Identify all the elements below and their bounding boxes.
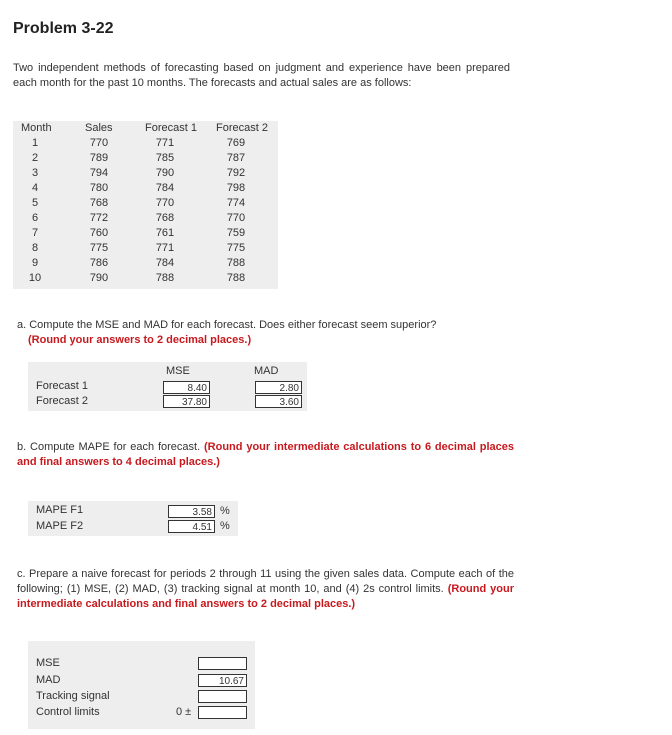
table-cell-forecast1: 788 — [155, 272, 175, 284]
col-header-forecast1: Forecast 1 — [145, 122, 197, 134]
table-cell-sales: 775 — [89, 242, 109, 254]
table-cell-month: 8 — [31, 242, 39, 254]
naive-mad-input[interactable]: 10.67 — [198, 674, 247, 687]
table-cell-sales: 760 — [89, 227, 109, 239]
mape-f2-unit: % — [220, 520, 230, 532]
table-cell-forecast2: 787 — [226, 152, 246, 164]
page-title: Problem 3-22 — [13, 20, 114, 37]
mape-f1-input[interactable]: 3.58 — [168, 505, 215, 518]
forecast1-mse-input[interactable]: 8.40 — [163, 381, 210, 394]
part-a-answer-table — [28, 362, 307, 411]
table-cell-sales: 789 — [89, 152, 109, 164]
table-cell-month: 9 — [31, 257, 39, 269]
table-cell-sales: 772 — [89, 212, 109, 224]
table-cell-forecast2: 759 — [226, 227, 246, 239]
tracking-signal-label: Tracking signal — [36, 690, 110, 702]
table-cell-month: 2 — [31, 152, 39, 164]
table-cell-forecast1: 771 — [155, 137, 175, 149]
part-c-instruction: (Round your intermediate calculations and final answers to 2 decimal places.) — [17, 583, 514, 610]
table-cell-forecast1: 785 — [155, 152, 175, 164]
col-header-forecast2: Forecast 2 — [216, 122, 268, 134]
forecast1-mad-input[interactable]: 2.80 — [255, 381, 302, 394]
table-cell-month: 7 — [31, 227, 39, 239]
table-cell-month: 4 — [31, 182, 39, 194]
table-cell-forecast2: 774 — [226, 197, 246, 209]
forecast2-mad-input[interactable]: 3.60 — [255, 395, 302, 408]
table-cell-month: 6 — [31, 212, 39, 224]
table-cell-forecast2: 770 — [226, 212, 246, 224]
table-cell-sales: 786 — [89, 257, 109, 269]
data-table — [13, 121, 278, 289]
col-header-sales: Sales — [85, 122, 113, 134]
part-c-answer-table — [28, 641, 255, 729]
table-cell-month: 1 — [31, 137, 39, 149]
col-header-mad: MAD — [254, 365, 279, 377]
forecast1-label: Forecast 1 — [36, 380, 88, 392]
col-header-mse: MSE — [166, 365, 190, 377]
table-cell-month: 10 — [28, 272, 42, 284]
forecast2-mse-input[interactable]: 37.80 — [163, 395, 210, 408]
table-cell-sales: 770 — [89, 137, 109, 149]
tracking-signal-input[interactable] — [198, 690, 247, 703]
part-b-answer-table — [28, 501, 238, 536]
table-cell-month: 5 — [31, 197, 39, 209]
part-c-question-text: c. Prepare a naive forecast for periods 2 through 11 using the given sales data. Compute each of the following; (1) MSE, (2) MAD, (3) tracking signal at month 10, and (4) 2s control limits. — [17, 568, 514, 595]
control-limits-input[interactable] — [198, 706, 247, 719]
col-header-month: Month — [21, 122, 52, 134]
control-limits-label: Control limits — [36, 706, 100, 718]
table-cell-forecast1: 761 — [155, 227, 175, 239]
table-cell-forecast2: 798 — [226, 182, 246, 194]
part-b-question-text: b. Compute MAPE for each forecast. — [17, 441, 201, 453]
table-cell-forecast1: 790 — [155, 167, 175, 179]
control-limits-prefix: 0 ± — [176, 706, 192, 718]
mape-f2-input[interactable]: 4.51 — [168, 520, 215, 533]
naive-mse-label: MSE — [36, 657, 60, 669]
table-cell-month: 3 — [31, 167, 39, 179]
part-c-question — [17, 567, 514, 612]
table-cell-sales: 768 — [89, 197, 109, 209]
table-cell-forecast1: 771 — [155, 242, 175, 254]
mape-f1-label: MAPE F1 — [36, 504, 84, 516]
forecast2-label: Forecast 2 — [36, 395, 88, 407]
part-b-question — [17, 440, 514, 470]
mape-f1-unit: % — [220, 505, 230, 517]
mape-f2-label: MAPE F2 — [36, 520, 84, 532]
naive-mse-input[interactable] — [198, 657, 247, 670]
part-a-instruction: (Round your answers to 2 decimal places.) — [28, 334, 252, 346]
table-cell-forecast1: 784 — [155, 257, 175, 269]
table-cell-forecast1: 768 — [155, 212, 175, 224]
part-b-instruction: (Round your intermediate calculations to 6 decimal places and final answers to 4 decimal places.) — [17, 441, 514, 468]
table-cell-sales: 790 — [89, 272, 109, 284]
part-a-question: a. Compute the MSE and MAD for each forecast. Does either forecast seem superior? — [17, 319, 437, 331]
problem-intro: Two independent methods of forecasting based on judgment and experience have been prepared each month for the past 10 months. The forecasts and actual sales are as follows: — [13, 62, 510, 89]
table-cell-forecast2: 788 — [226, 272, 246, 284]
table-cell-forecast2: 792 — [226, 167, 246, 179]
naive-mad-label: MAD — [36, 674, 61, 686]
table-cell-forecast1: 770 — [155, 197, 175, 209]
table-cell-sales: 794 — [89, 167, 109, 179]
table-cell-forecast2: 769 — [226, 137, 246, 149]
table-cell-forecast2: 788 — [226, 257, 246, 269]
table-cell-sales: 780 — [89, 182, 109, 194]
table-cell-forecast1: 784 — [155, 182, 175, 194]
table-cell-forecast2: 775 — [226, 242, 246, 254]
